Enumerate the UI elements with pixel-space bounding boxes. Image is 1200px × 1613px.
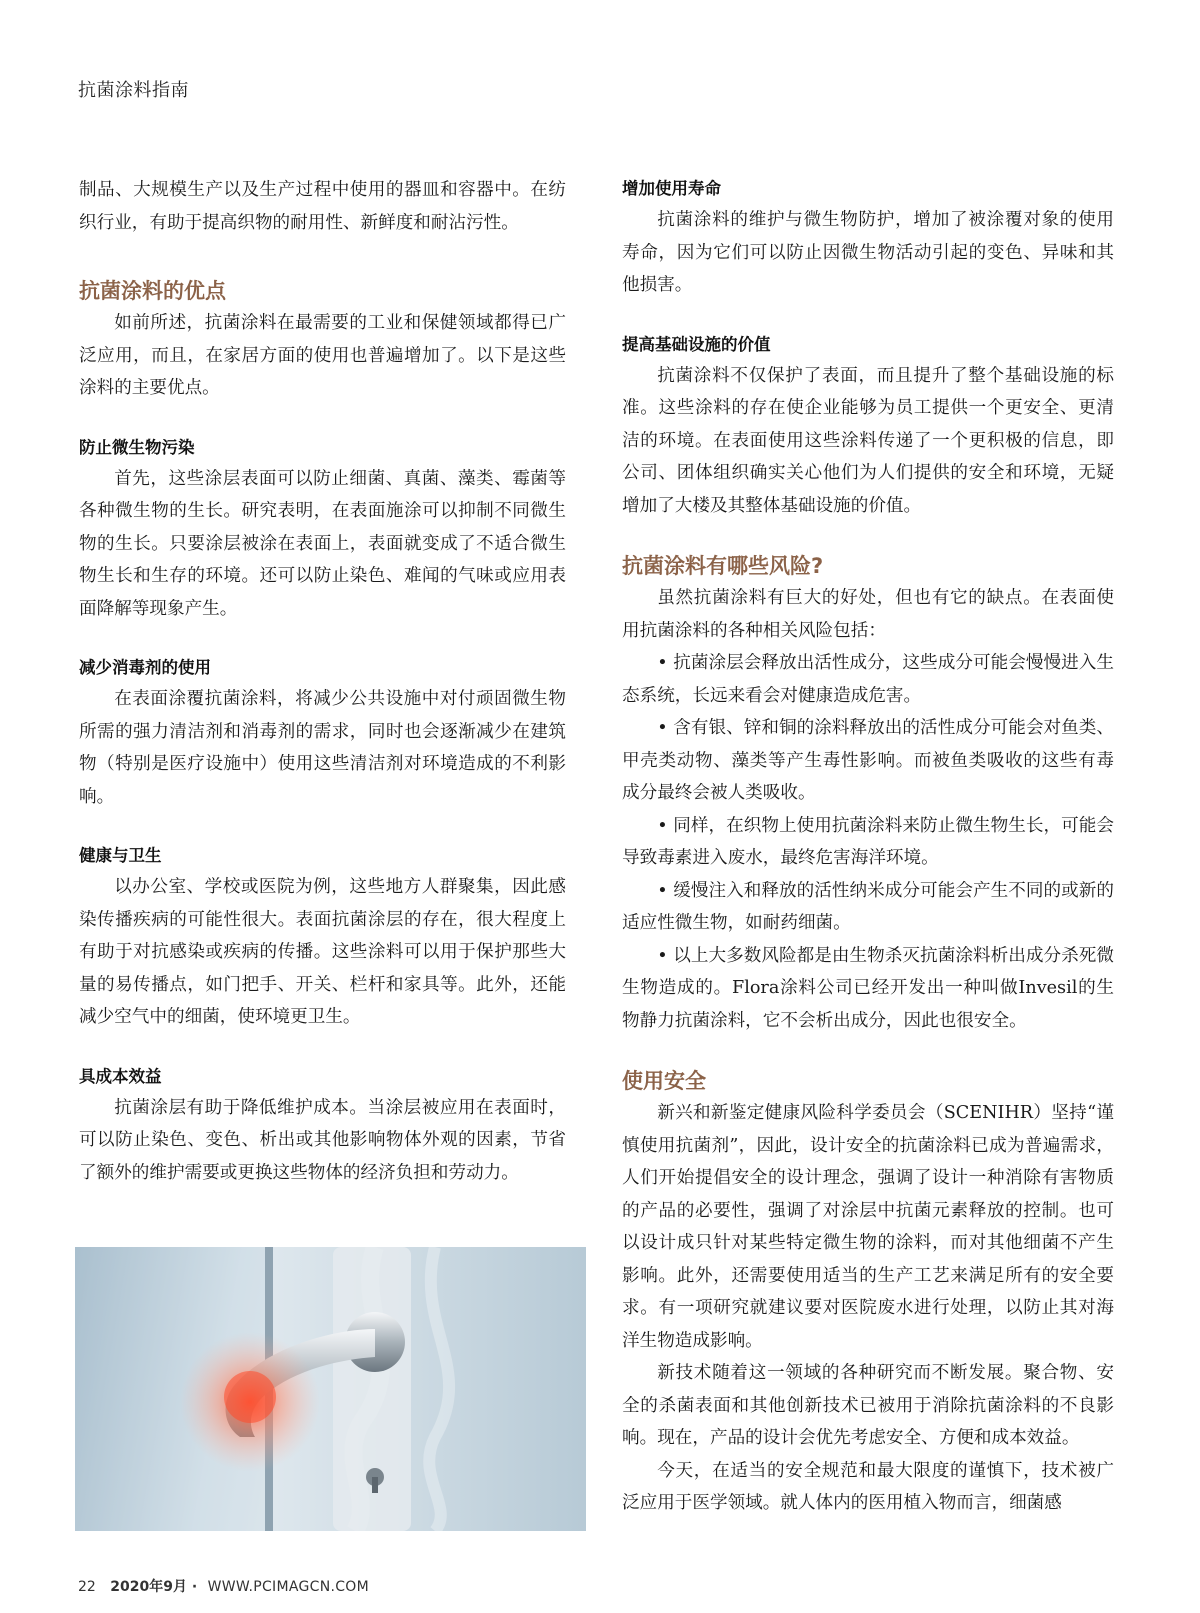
subheading-health-hygiene: 健康与卫生 xyxy=(79,846,162,865)
door-handle-illustration xyxy=(75,1247,586,1531)
intro-paragraph: 制品、大规模生产以及生产过程中使用的器皿和容器中。在纺织行业，有助于提高织物的耐用性、新鲜度和耐沾污性。 xyxy=(79,180,566,233)
website-url: WWW.PCIMAGCN.COM xyxy=(207,1579,369,1595)
right-column xyxy=(622,174,1114,1520)
subheading-infrastructure-value: 提高基础设施的价值 xyxy=(622,334,771,354)
section-heading-safety: 使用安全 xyxy=(622,1069,706,1093)
risk-bullet-item: • 缓慢注入和释放的活性纳米成分可能会产生不同的或新的适应性微生物，如耐药细菌。 xyxy=(622,880,1114,933)
advantages-paragraph: 如前所述，抗菌涂料在最需要的工业和保健领域都得已广泛应用，而且，在家居方面的使用也普遍增加了。以下是这些涂料的主要优点。 xyxy=(79,313,566,398)
increase-lifespan-paragraph: 抗菌涂料的维护与微生物防护，增加了被涂覆对象的使用寿命，因为它们可以防止因微生物活动引起的变色、异味和其他损害。 xyxy=(622,210,1114,295)
issue-date: 2020年9月 · xyxy=(110,1579,198,1595)
safety-paragraph-3: 今天，在适当的安全规范和最大限度的谨慎下，技术被广泛应用于医学领域。就人体内的医用植入物而言，细菌感 xyxy=(622,1460,1114,1513)
infrastructure-value-paragraph: 抗菌涂料不仅保护了表面，而且提升了整个基础设施的标准。这些涂料的存在使企业能够为员工提供一个更安全、更清洁的环境。在表面使用这些涂料传递了一个更积极的信息，即公司、团体组织确实关心他们为人们提供的安全和环境，无疑增加了大楼及其整体基础设施的价值。 xyxy=(622,365,1114,516)
safety-paragraph-1: 新兴和新鉴定健康风险科学委员会（SCENIHR）坚持“谨慎使用抗菌剂”，因此，设计安全的抗菌涂料已成为普遍需求，人们开始提倡安全的设计理念，强调了设计一种消除有害物质的产品的必要性，强调了对涂层中抗菌元素释放的控制。也可以设计成只针对某些特定微生物的涂料，而对其他细菌不产生影响。此外，还需要使用适当的生产工艺来满足所有的安全要求。有一项研究就建议要对医院废水进行处理，以防止其对海洋生物造成影响。 xyxy=(622,1103,1114,1351)
subheading-cost-effective: 具成本效益 xyxy=(79,1066,162,1086)
section-heading-advantages: 抗菌涂料的优点 xyxy=(79,279,226,303)
subheading-reduce-disinfectant: 减少消毒剂的使用 xyxy=(79,658,211,677)
safety-paragraph-2: 新技术随着这一领域的各种研究而不断发展。聚合物、安全的杀菌表面和其他创新技术已被用于消除抗菌涂料的不良影响。现在，产品的设计会优先考虑安全、方便和成本效益。 xyxy=(622,1363,1114,1448)
subheading-increase-lifespan: 增加使用寿命 xyxy=(622,179,721,198)
prevent-contamination-paragraph: 首先，这些涂层表面可以防止细菌、真菌、藻类、霉菌等各种微生物的生长。研究表明，在表面施涂可以抑制不同微生物的生长。只要涂层被涂在表面上，表面就变成了不适合微生物生长和生存的环境。还可以防止染色、难闻的气味或应用表面降解等现象产生。 xyxy=(79,468,566,619)
reduce-disinfectant-paragraph: 在表面涂覆抗菌涂料，将减少公共设施中对付顽固微生物所需的强力清洁剂和消毒剂的需求，同时也会逐渐减少在建筑物（特别是医疗设施中）使用这些清洁剂对环境造成的不利影响。 xyxy=(79,689,566,807)
door-handle-photo xyxy=(75,1247,586,1531)
running-head-title: 抗菌涂料指南 xyxy=(78,80,189,101)
risk-bullet-item: • 以上大多数风险都是由生物杀灭抗菌涂料析出成分杀死微生物造成的。Flora涂料公司已经开发出一种叫做Invesil的生物静力抗菌涂料，它不会析出成分，因此也很安全。 xyxy=(622,945,1114,1031)
left-column xyxy=(79,174,566,1189)
health-hygiene-paragraph: 以办公室、学校或医院为例，这些地方人群聚集，因此感染传播疾病的可能性很大。表面抗菌涂层的存在，很大程度上有助于对抗感染或疾病的传播。这些涂料可以用于保护那些大量的易传播点，如门把手、开关、栏杆和家具等。此外，还能减少空气中的细菌，使环境更卫生。 xyxy=(79,877,566,1027)
cost-effective-paragraph: 抗菌涂层有助于降低维护成本。当涂层被应用在表面时，可以防止染色、变色、析出或其他影响物体外观的因素，节省了额外的维护需要或更换这些物体的经济负担和劳动力。 xyxy=(79,1097,566,1183)
page-footer xyxy=(78,1576,369,1596)
risk-bullet-item: • 同样，在织物上使用抗菌涂料来防止微生物生长，可能会导致毒素进入废水，最终危害海洋环境。 xyxy=(622,815,1114,868)
risks-intro-paragraph: 虽然抗菌涂料有巨大的好处，但也有它的缺点。在表面使用抗菌涂料的各种相关风险包括： xyxy=(622,588,1114,641)
risk-bullet-item: • 抗菌涂层会释放出活性成分，这些成分可能会慢慢进入生态系统，长远来看会对健康造成危害。 xyxy=(622,653,1114,706)
section-heading-risks: 抗菌涂料有哪些风险? xyxy=(622,554,824,578)
risk-bullet-item: • 含有银、锌和铜的涂料释放出的活性成分可能会对鱼类、甲壳类动物、藻类等产生毒性影响。而被鱼类吸收的这些有毒成分最终会被人类吸收。 xyxy=(622,718,1114,803)
page-number: 22 xyxy=(78,1579,96,1595)
subheading-prevent-contamination: 防止微生物污染 xyxy=(79,437,195,457)
